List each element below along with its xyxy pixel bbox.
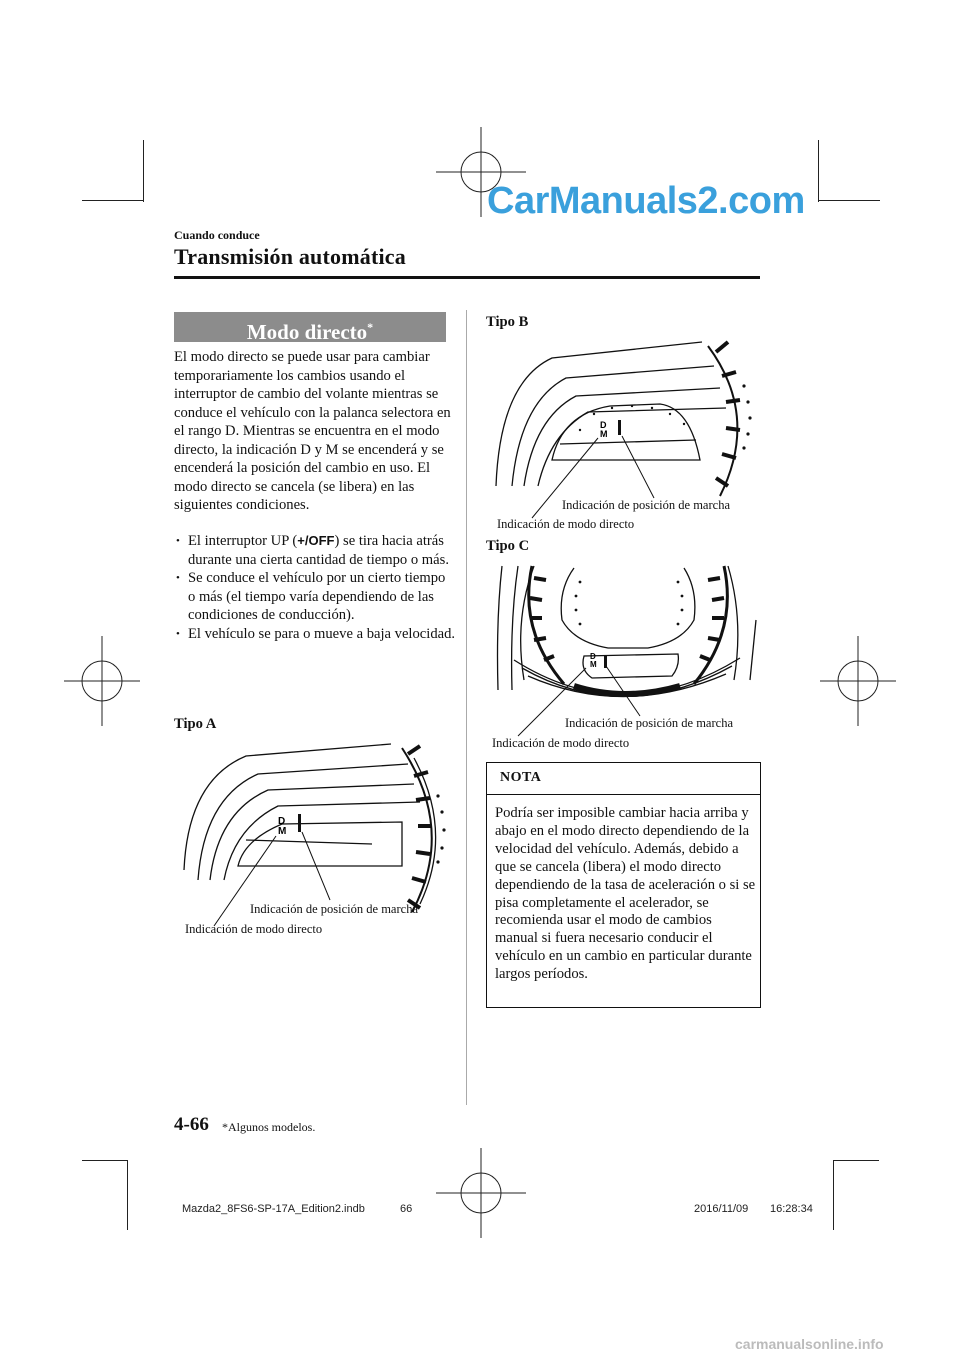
instrument-cluster-tipo-c: [488, 560, 760, 710]
breadcrumb: Cuando conduce: [174, 228, 260, 242]
figure-label-tipo-c: Tipo C: [486, 538, 530, 554]
display-letter-m: M: [278, 826, 287, 837]
watermark-logo: CarManuals2.com: [487, 180, 805, 222]
display-letter-d: D: [590, 652, 596, 661]
figure-label-tipo-a: Tipo A: [174, 716, 217, 732]
footnote: *Algunos modelos.: [222, 1120, 316, 1134]
figure-label-tipo-b: Tipo B: [486, 314, 529, 330]
display-letter-d: D: [278, 816, 286, 827]
print-file-name: Mazda2_8FS6-SP-17A_Edition2.indb: [182, 1203, 365, 1215]
print-time: 16:28:34: [770, 1203, 813, 1215]
list-item: • El interruptor UP (+/OFF) se tira hacia atrás durante una cierta cantidad de tiempo o más.: [176, 532, 456, 569]
instrument-cluster-tipo-b: [490, 336, 762, 506]
print-date: 2016/11/09: [694, 1203, 749, 1215]
section-title: Modo directo: [246, 320, 368, 344]
display-letter-d: D: [600, 420, 607, 430]
asterisk-mark: *: [367, 320, 374, 334]
chapter-title: Transmisión automática: [174, 244, 406, 269]
display-letter-m: M: [600, 429, 608, 439]
callout-direct-mode: Indicación de modo directo: [492, 736, 630, 750]
display-letter-m: M: [590, 660, 597, 669]
note-title: NOTA: [500, 770, 542, 785]
note-header: [487, 763, 760, 795]
list-item: • El vehículo se para o mueve a baja velocidad.: [176, 625, 456, 644]
site-watermark: carmanualsonline.info: [735, 1336, 884, 1352]
callout-gear-position: Indicación de posición de marcha: [250, 902, 418, 916]
note-body: Podría ser imposible cambiar hacia arriba y abajo en el modo directo dependiendo de la velocidad del vehículo. Además, debido a que se cancela (libera) el modo directo dependiendo de la tasa de aceleración o si se pisa completamente el acelerador, se recomienda usar el modo de cambios manual si fuera necesario conducir el vehículo en un cambio en particular durante largos períodos.: [495, 805, 756, 983]
callout-direct-mode: Indicación de modo directo: [185, 922, 323, 936]
column-divider: [466, 310, 467, 1105]
list-item: • Se conduce el vehículo por un cierto tiempo o más (el tiempo varía dependiendo de las condiciones de conducción).: [176, 569, 456, 625]
callout-direct-mode: Indicación de modo directo: [497, 517, 635, 531]
section-title-bar: [174, 312, 446, 342]
cancel-conditions-list: [176, 532, 456, 643]
print-page: 66: [400, 1203, 413, 1215]
page-number: 4-66: [174, 1114, 209, 1135]
callout-gear-position: Indicación de posición de marcha: [565, 716, 733, 730]
up-switch-label: +/OFF: [297, 533, 335, 548]
note-box: [486, 762, 761, 1008]
header-rule: [174, 276, 760, 279]
section-intro: El modo directo se puede usar para cambiar temporariamente los cambios usando el interruptor de cambio del volante mientras se conduce el vehículo con la palanca selectora en el rango D. Mientras se encuentra en el modo directo, la indicación D y M se encenderá y se encenderá la posición del cambio en uso. El modo directo se cancela (se libera) en las siguientes condiciones.: [174, 349, 451, 513]
callout-gear-position: Indicación de posición de marcha: [562, 498, 730, 512]
